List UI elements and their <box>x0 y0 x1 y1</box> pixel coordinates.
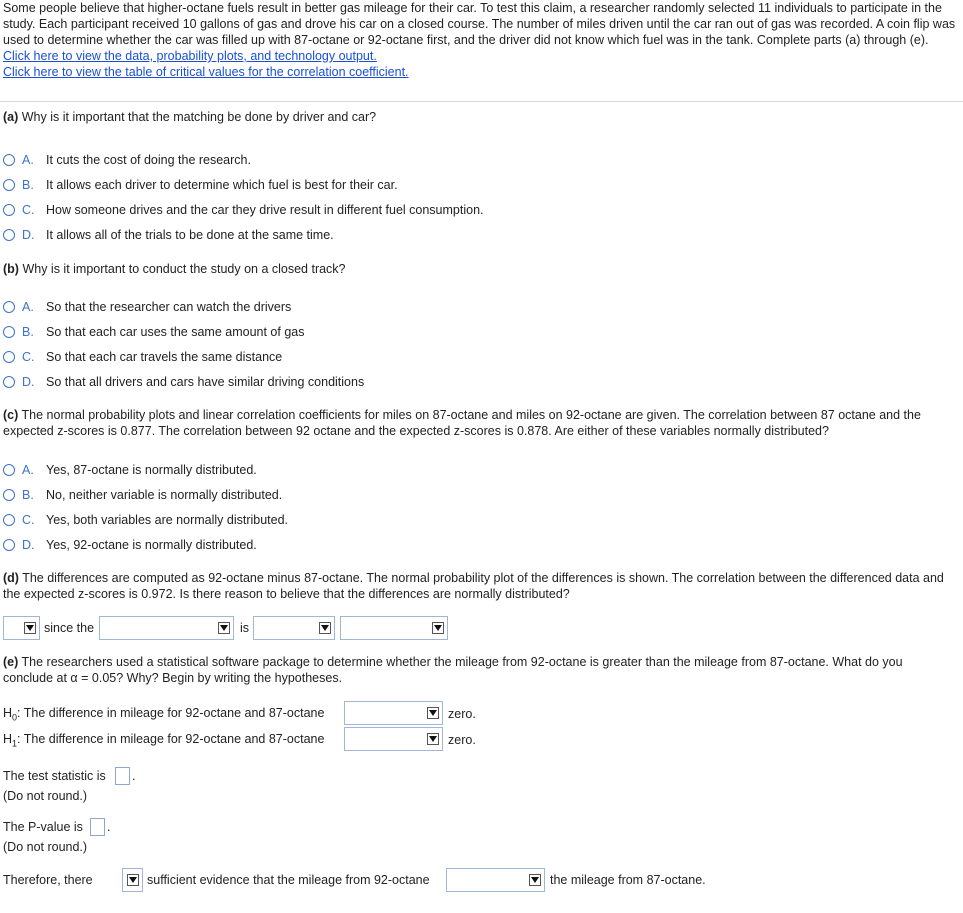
radio-button[interactable] <box>3 229 15 241</box>
test-statistic-input[interactable] <box>115 767 130 785</box>
chevron-down-icon <box>319 622 331 634</box>
test-statistic-note: (Do not round.) <box>3 789 88 803</box>
part-c-option-c[interactable]: C. Yes, both variables are normally distributed. <box>3 511 288 529</box>
part-d-label: (d) <box>3 571 19 585</box>
part-d-comparison-dropdown[interactable] <box>253 616 335 640</box>
alpha-symbol: α <box>70 671 78 685</box>
part-e-text-1: The researchers used a statistical software package to determine whether the mileage from 92-octane is greater than the mileage from 87-octane. What do you conclude at <box>3 655 903 685</box>
is-label: is <box>240 621 250 635</box>
part-e-label: (e) <box>3 655 19 669</box>
radio-button[interactable] <box>3 489 15 501</box>
part-a-label: (a) <box>3 110 19 124</box>
problem-intro <box>3 0 958 80</box>
p-value-label: The P-value is <box>3 820 83 834</box>
chevron-down-icon <box>432 622 444 634</box>
radio-button[interactable] <box>3 179 15 191</box>
part-c-question <box>3 407 953 439</box>
part-a-option-c[interactable]: C. How someone drives and the car they drive result in different fuel consumption. <box>3 201 484 219</box>
part-a-option-a[interactable]: A. It cuts the cost of doing the research. <box>3 151 251 169</box>
part-c-option-b[interactable]: B. No, neither variable is normally distributed. <box>3 486 282 504</box>
intro-text: Some people believe that higher-octane fuels result in better gas mileage for their car. To test this claim, a researcher randomly selected 11 individuals to participate in the study. Each participant received 10 gallons of gas and drove his car on a closed course. The number of miles driven until the car ran out of gas was recorded. A coin flip was used to determine whether the car was filled up with 87-octane or 92-octane first, and the driver did not know which fuel was in the tank. Complete parts (a) through (e). <box>3 1 956 47</box>
radio-button[interactable] <box>3 514 15 526</box>
mileage-87-label: the mileage from 87-octane. <box>550 873 706 887</box>
part-d-reason-dropdown[interactable] <box>99 616 234 640</box>
period-2: . <box>107 820 111 834</box>
comparison-dropdown[interactable] <box>446 868 545 892</box>
part-b-option-d[interactable]: D. So that all drivers and cars have similar driving conditions <box>3 373 364 391</box>
radio-button[interactable] <box>3 301 15 313</box>
p-value-input[interactable] <box>90 818 105 836</box>
data-link[interactable]: Click here to view the data, probability plots, and technology output. <box>3 49 377 63</box>
zero-label-2: zero. <box>448 733 476 747</box>
part-b-option-b[interactable]: B. So that each car uses the same amount of gas <box>3 323 304 341</box>
radio-button[interactable] <box>3 154 15 166</box>
divider <box>0 101 963 102</box>
sufficient-label: sufficient evidence that the mileage from 92-octane <box>147 873 430 887</box>
null-hypothesis-dropdown[interactable] <box>344 701 443 725</box>
test-statistic-label: The test statistic is <box>3 769 106 783</box>
alt-hypothesis-label: $H_1$: The difference in mileage for 92-octane and 87-octane <box>3 732 325 749</box>
zero-label-1: zero. <box>448 707 476 721</box>
chevron-down-icon <box>427 707 439 719</box>
part-a-text: Why is it important that the matching be done by driver and car? <box>18 110 377 124</box>
part-e-text-2: = 0.05? Why? Begin by writing the hypotheses. <box>77 671 343 685</box>
chevron-down-icon <box>127 874 139 886</box>
part-b-label: (b) <box>3 262 19 276</box>
part-c-label: (c) <box>3 408 19 422</box>
radio-button[interactable] <box>3 464 15 476</box>
radio-button[interactable] <box>3 376 15 388</box>
part-b-option-c[interactable]: C. So that each car travels the same distance <box>3 348 282 366</box>
part-b-text: Why is it important to conduct the study on a closed track? <box>18 262 346 276</box>
null-hypothesis-label: $H_0$: The difference in mileage for 92-octane and 87-octane <box>3 706 325 723</box>
chevron-down-icon <box>529 874 541 886</box>
part-b-question <box>3 261 953 277</box>
part-a-question <box>3 109 953 125</box>
part-d-answer-dropdown[interactable] <box>3 616 40 640</box>
chevron-down-icon <box>427 733 439 745</box>
p-value-note: (Do not round.) <box>3 840 88 854</box>
part-d-value-dropdown[interactable] <box>340 616 448 640</box>
radio-button[interactable] <box>3 204 15 216</box>
period-1: . <box>132 769 136 783</box>
part-e-question <box>3 654 953 686</box>
part-d-question <box>3 570 953 602</box>
part-c-option-d[interactable]: D. Yes, 92-octane is normally distributed. <box>3 536 257 554</box>
part-c-text: The normal probability plots and linear correlation coefficients for miles on 87-octane and miles on 92-octane are given. The correlation between 87 octane and the expected z-scores is 0.877. The correlation between 92 octane and the expected z-scores is 0.878. Are either of these variables normally distributed? <box>3 408 921 438</box>
alt-hypothesis-dropdown[interactable] <box>344 727 443 751</box>
part-a-option-d[interactable]: D. It allows all of the trials to be done at the same time. <box>3 226 334 244</box>
part-c-option-a[interactable]: A. Yes, 87-octane is normally distributed. <box>3 461 257 479</box>
is-is-not-dropdown[interactable] <box>122 868 143 892</box>
critical-values-link[interactable]: Click here to view the table of critical values for the correlation coefficient. <box>3 65 409 79</box>
chevron-down-icon <box>24 622 36 634</box>
since-the-label: since the <box>44 621 95 635</box>
part-d-text: The differences are computed as 92-octane minus 87-octane. The normal probability plot of the differences is shown. The correlation between the differenced data and the expected z-scores is 0.972. Is there reason to believe that the differences are normally distributed? <box>3 571 944 601</box>
part-a-option-b[interactable]: B. It allows each driver to determine which fuel is best for their car. <box>3 176 398 194</box>
chevron-down-icon <box>218 622 230 634</box>
radio-button[interactable] <box>3 326 15 338</box>
radio-button[interactable] <box>3 351 15 363</box>
part-b-option-a[interactable]: A. So that the researcher can watch the drivers <box>3 298 291 316</box>
therefore-label: Therefore, there <box>3 873 93 887</box>
radio-button[interactable] <box>3 539 15 551</box>
